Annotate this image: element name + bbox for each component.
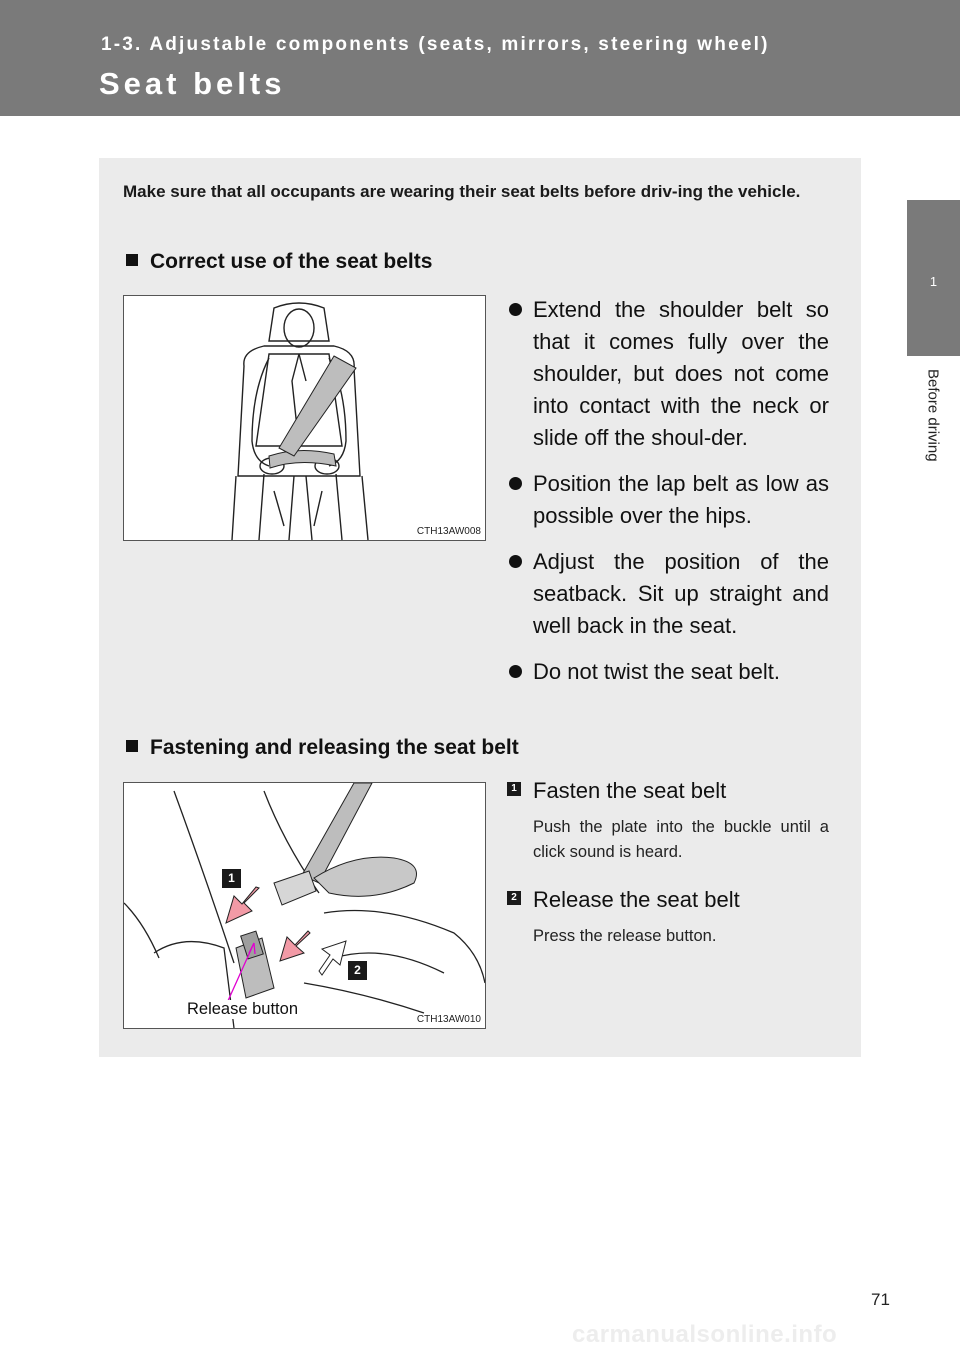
bullet-dot-icon xyxy=(509,303,522,316)
bullet-dot-icon xyxy=(509,477,522,490)
chapter-number: 1 xyxy=(929,274,938,289)
bullet-text: Extend the shoulder belt so that it comes fully over the shoulder, but does not come into contact with the neck or slide off the shoul-der. xyxy=(533,297,829,450)
subheading-fastening xyxy=(126,736,519,760)
step-release xyxy=(507,886,837,949)
step-fasten xyxy=(507,777,837,865)
step-marker-1: 1 xyxy=(228,871,235,885)
bullet-text: Position the lap belt as low as possible over the hips. xyxy=(533,471,829,528)
seatbelt-posture-figure xyxy=(123,295,486,541)
step-title: Fasten the seat belt xyxy=(533,778,727,803)
correct-use-bullets xyxy=(507,294,829,702)
step-marker-2: 2 xyxy=(354,963,361,977)
bullet-dot-icon xyxy=(509,555,522,568)
bullet-dot-icon xyxy=(509,665,522,678)
watermark: carmanualsonline.info xyxy=(572,1321,838,1348)
release-button-label: Release button xyxy=(187,1000,298,1018)
figure-code: CTH13AW008 xyxy=(416,526,481,537)
square-bullet-icon xyxy=(126,740,138,752)
step-number-badge: 1 xyxy=(507,782,521,796)
buckle-figure xyxy=(123,782,486,1029)
subheading-label: Fastening and releasing the seat belt xyxy=(150,736,519,759)
page-header xyxy=(0,0,960,116)
bullet-text: Adjust the position of the seatback. Sit up straight and well back in the seat. xyxy=(533,549,829,638)
bullet-text: Do not twist the seat belt. xyxy=(533,659,781,684)
chapter-tab[interactable] xyxy=(907,200,960,356)
step-number-badge: 2 xyxy=(507,891,521,905)
step-title: Release the seat belt xyxy=(533,887,740,912)
bullet-item xyxy=(507,656,829,688)
page-title: Seat belts xyxy=(99,66,286,101)
subheading-label: Correct use of the seat belts xyxy=(150,250,433,273)
subheading-correct-use xyxy=(126,250,432,274)
figure-code: CTH13AW010 xyxy=(416,1014,481,1025)
bullet-item xyxy=(507,468,829,532)
bullet-item xyxy=(507,294,829,454)
intro-text: Make sure that all occupants are wearing their seat belts before driv-ing the vehicle. xyxy=(123,182,801,201)
seated-person-illustration xyxy=(124,296,485,540)
chapter-label: Before driving xyxy=(924,369,942,462)
page-number: 71 xyxy=(871,1290,890,1309)
buckle-illustration xyxy=(124,783,485,1028)
step-description: Press the release button. xyxy=(533,927,717,945)
bullet-item xyxy=(507,546,829,642)
section-heading: 1-3. Adjustable components (seats, mirrors, steering wheel) xyxy=(101,34,770,55)
square-bullet-icon xyxy=(126,254,138,266)
step-description: Push the plate into the buckle until a click sound is heard. xyxy=(533,818,829,861)
